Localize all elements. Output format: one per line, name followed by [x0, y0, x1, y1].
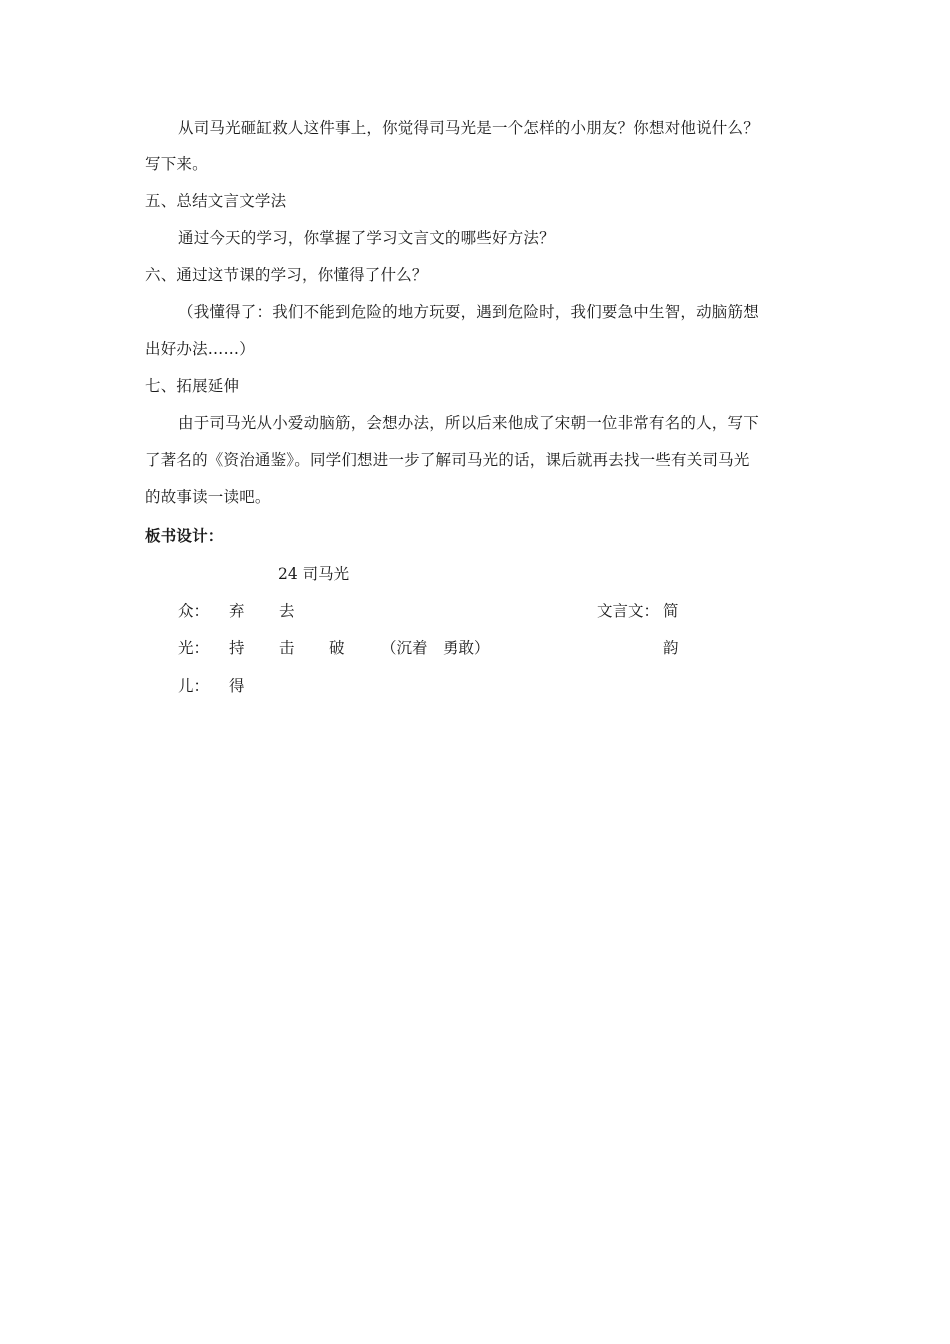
- board-row-label: 光：: [178, 639, 210, 657]
- paragraph-extension-line3: 的故事读一读吧。: [145, 488, 271, 506]
- paragraph-learned-line2: 出好办法……）: [145, 340, 255, 358]
- paragraph-reflection-line2: 写下来。: [145, 155, 208, 173]
- board-cell: 持: [229, 639, 245, 657]
- paragraph-methods: 通过今天的学习，你掌握了学习文言文的哪些好方法？: [178, 229, 555, 247]
- board-row-label: 众：: [178, 602, 210, 620]
- board-right-value: 韵: [663, 639, 679, 657]
- paragraph-reflection-line1: 从司马光砸缸救人这件事上，你觉得司马光是一个怎样的小朋友？你想对他说什么？: [178, 119, 759, 137]
- paragraph-extension-line2: 了著名的《资治通鉴》。同学们想进一步了解司马光的话，课后就再去找一些有关司马光: [145, 451, 750, 469]
- section-heading-five: 五、总结文言文学法: [145, 192, 287, 210]
- board-right-label: 文言文：: [597, 602, 660, 620]
- board-right-value: 简: [663, 602, 679, 620]
- section-heading-six: 六、通过这节课的学习，你懂得了什么？: [145, 266, 428, 284]
- paragraph-learned-line1: （我懂得了：我们不能到危险的地方玩耍，遇到危险时，我们要急中生智，动脑筋想: [178, 303, 759, 321]
- board-design-heading: 板书设计：: [145, 526, 224, 545]
- paragraph-extension-line1: 由于司马光从小爱动脑筋，会想办法，所以后来他成了宋朝一位非常有名的人，写下: [178, 414, 759, 432]
- board-title: 24 司马光: [278, 565, 350, 583]
- board-cell: 弃: [229, 602, 245, 620]
- board-row-label: 儿：: [178, 677, 210, 695]
- board-cell: 击: [279, 639, 295, 657]
- board-cell: 破: [329, 639, 345, 657]
- board-note: （沉着 勇敢）: [381, 639, 490, 657]
- board-cell: 得: [229, 677, 245, 695]
- board-cell: 去: [279, 602, 295, 620]
- section-heading-seven: 七、拓展延伸: [145, 377, 240, 395]
